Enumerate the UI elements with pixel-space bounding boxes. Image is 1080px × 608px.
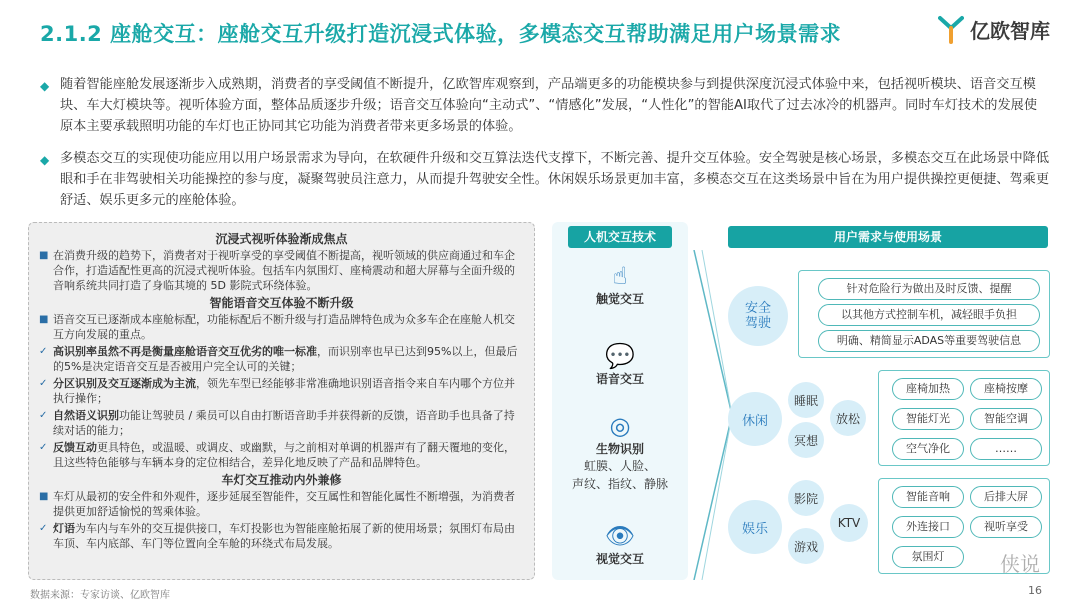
section-title-lights: 车灯交互推动内外兼修 — [221, 473, 342, 487]
page-title: 2.1.2 座舱交互：座舱交互升级打造沉浸式体验，多模态交互帮助满足用户场景需求 — [40, 22, 842, 46]
check-icon: ✓ — [39, 378, 48, 389]
paragraph-1 — [40, 74, 1050, 137]
entertainment-item: 氛围灯 — [892, 546, 964, 568]
experience-box — [28, 222, 535, 580]
scene-header: 用户需求与使用场景 — [728, 226, 1048, 248]
paragraph-2 — [40, 148, 1050, 211]
entertainment-item: 后排大屏 — [970, 486, 1042, 508]
fingerprint-icon: ◎ — [609, 412, 631, 440]
leisure-item: 智能灯光 — [892, 408, 964, 430]
square-bullet-icon: ■ — [39, 314, 49, 325]
leisure-circle: 休闲 — [728, 392, 782, 446]
leisure-item: …… — [970, 438, 1042, 460]
tech-item-visual: 👁 视觉交互 — [560, 522, 680, 567]
list-item: ✓ 分区识别及交互逐渐成为主流，领先车型已经能够非常准确地识别语音指令来自车内哪个方位并执行操作； — [39, 377, 515, 405]
safety-circle: 安全驾驶 — [728, 286, 788, 346]
list-item: ✓ 高识别率虽然不再是衡量座舱语音交互优劣的唯一标准，而识别率也早已达到95%以上，但最后的5%是决定语音交互是否被用户完全认可的关键； — [39, 345, 518, 373]
list-item: ✓ 自然语义识别功能让驾驶员 / 乘员可以自由打断语音助手并获得新的反馈，语音助手也具备了持续对话的能力； — [39, 409, 515, 437]
check-icon: ✓ — [39, 523, 48, 534]
section-title-voice: 智能语音交互体验不断升级 — [209, 296, 354, 310]
logo-mark-icon — [938, 14, 964, 44]
list-item: ■ 语音交互已逐渐成本座舱标配，功能标配后不断升级与打造品牌特色成为众多车企在座舱人机交互方向发展的重点。 — [39, 313, 515, 341]
eye-icon: 👁 — [604, 522, 636, 550]
leisure-item: 空气净化 — [892, 438, 964, 460]
paragraph-text: 随着智能座舱发展逐渐步入成熟期，消费者的享受阈值不断提升，亿欧智库观察到，产品端更多的功能模块参与到提供深度沉浸式体验中来，包括视听模块、语音交互模块、车大灯模块等。视听体验方面，整体品质逐步升级；语音交互体验向“主动式”、“情感化”发展，“人性化”的智能AI取代了过去冰冷的机器声。同时车灯技术的发展使原本主要承载照明功能的车灯也正协同其它功能为消费者带来更多场景的体验。 — [60, 77, 1038, 134]
list-item: ■ 在消费升级的趋势下，消费者对于视听享受的享受阈值不断提高，视听领域的供应商通过和车企合作，打造适配性更高的沉浸式视听体验。包括车内氛围灯、座椅震动和超大屏幕与全面升级的音响系统共同打造了身临其境的 5D 影院式环绕体验。 — [39, 249, 515, 292]
safety-item: 以其他方式控制车机，减轻眼手负担 — [818, 304, 1040, 326]
check-icon: ✓ — [39, 442, 48, 453]
speech-bubble-icon: 💬 — [605, 342, 635, 370]
check-icon: ✓ — [39, 346, 48, 357]
ktv-circle: KTV — [830, 504, 868, 542]
hand-touch-icon: ☝ — [612, 262, 628, 290]
relax-circle: 放松 — [830, 400, 866, 436]
square-bullet-icon: ■ — [39, 250, 49, 261]
diamond-bullet-icon: ◆ — [40, 79, 50, 93]
paragraph-text: 多模态交互的实现使功能应用以用户场景需求为导向，在软硬件升级和交互算法迭代支撑下，不断完善、提升交互体验。安全驾驶是核心场景，多模态交互在此场景中降低眼和手在非驾驶相关功能操控的参与度，凝聚驾驶员注意力，从而提升驾驶安全性。休闲娱乐场景更加丰富，多模态交互在这类场景中旨在为用户提供操控更便捷、驾乘更舒适、娱乐更多元的座舱体验。 — [60, 151, 1050, 208]
tech-item-touch: ☝ 触觉交互 — [560, 262, 680, 307]
list-item: ✓ 反馈互动更具特色，或温暖、或调皮、或幽默，与之前相对单调的机器声有了翻天覆地的变化，且这些特色能够与车辆本身的定位相结合，差异化地反映了产品和品牌特色。 — [39, 441, 515, 469]
leisure-item: 座椅按摩 — [970, 378, 1042, 400]
meditation-circle: 冥想 — [788, 422, 824, 458]
safety-item: 针对危险行为做出及时反馈、提醒 — [818, 278, 1040, 300]
entertainment-circle: 娱乐 — [728, 500, 782, 554]
tech-item-biometric: ◎ 生物识别 虹膜、人脸、 声纹、指纹、静脉 — [560, 412, 680, 493]
square-bullet-icon: ■ — [39, 491, 49, 502]
diamond-bullet-icon: ◆ — [40, 153, 50, 167]
tech-header: 人机交互技术 — [568, 226, 672, 248]
entertainment-item: 智能音响 — [892, 486, 964, 508]
check-icon: ✓ — [39, 410, 48, 421]
cinema-circle: 影院 — [788, 480, 824, 516]
source-note: 数据来源：专家访谈、亿欧智库 — [30, 590, 170, 601]
list-item: ✓ 灯语为车内与车外的交互提供接口，车灯投影也为智能座舱拓展了新的使用场景；氛围灯布局由车顶、车内底部、车门等位置向全车舱的环绕式布局发展。 — [39, 522, 515, 550]
sleep-circle: 睡眠 — [788, 382, 824, 418]
tech-item-voice: 💬 语音交互 — [560, 342, 680, 387]
leisure-item: 智能空调 — [970, 408, 1042, 430]
safety-item: 明确、精简显示ADAS等重要驾驶信息 — [818, 330, 1040, 352]
leisure-item: 座椅加热 — [892, 378, 964, 400]
logo-text: 亿欧智库 — [970, 18, 1050, 43]
entertainment-item: 视听享受 — [970, 516, 1042, 538]
game-circle: 游戏 — [788, 528, 824, 564]
list-item: ■ 车灯从最初的安全件和外观件，逐步延展至智能件，交互属性和智能化属性不断增强，为消费者提供更加舒适愉悦的驾乘体验。 — [39, 490, 515, 518]
logo — [938, 14, 1050, 44]
watermark: 侠说 — [1000, 552, 1040, 576]
section-title-audiovisual: 沉浸式视听体验渐成焦点 — [215, 232, 348, 246]
entertainment-item: 外连接口 — [892, 516, 964, 538]
page-number: 16 — [1028, 584, 1042, 597]
